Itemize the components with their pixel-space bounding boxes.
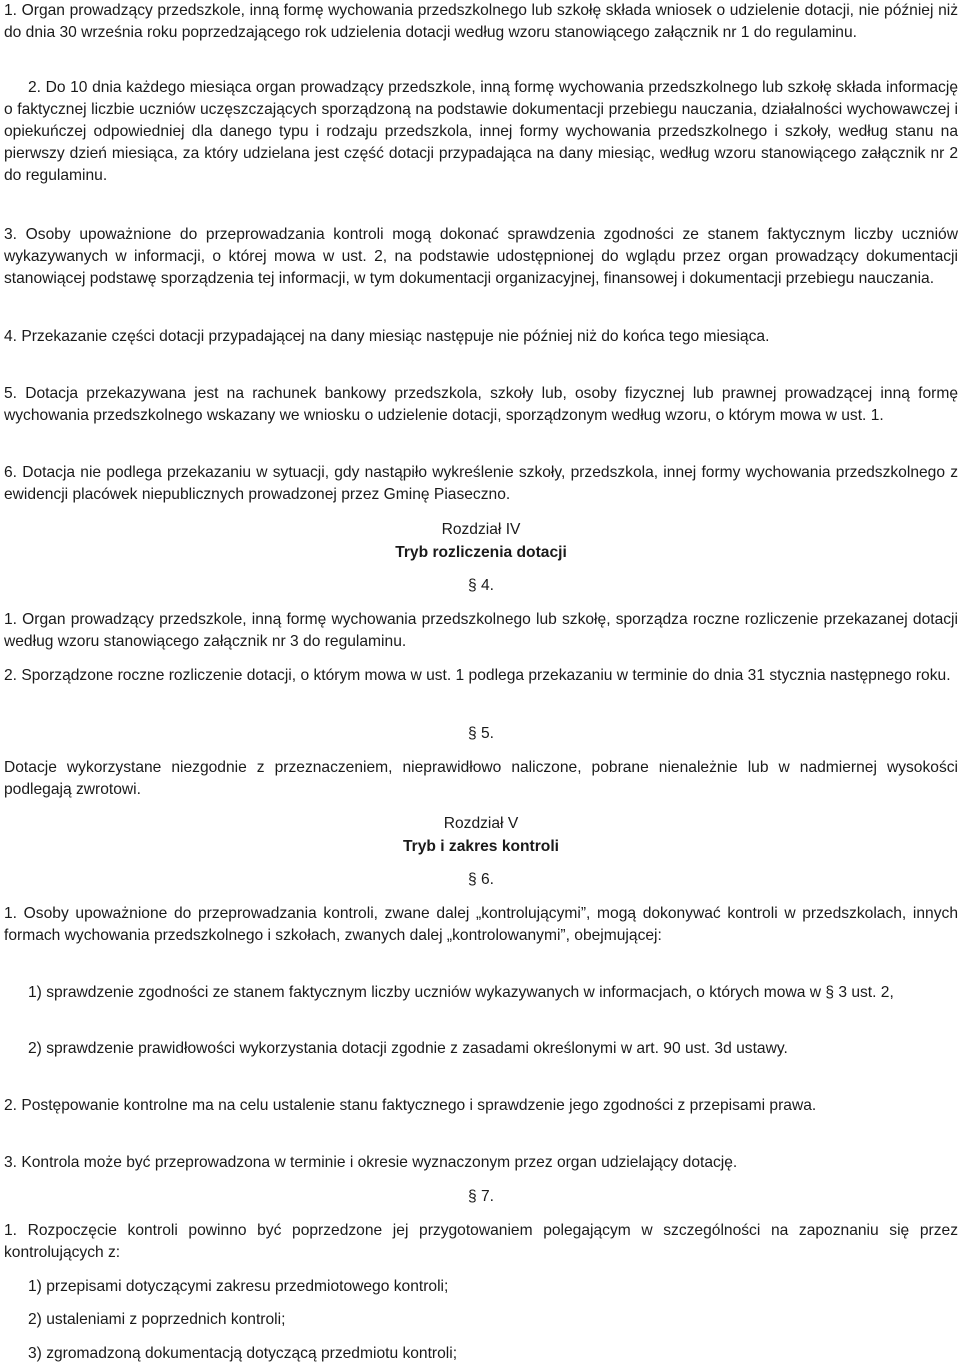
paragraph-s7-1-point-3: 3) zgromadzoną dokumentacją dotyczącą przedmiotu kontroli;: [28, 1345, 458, 1362]
chapter-5-label: Rozdział V: [443, 815, 519, 832]
paragraph-s4-1: 1. Organ prowadzący przedszkole, inną formę wychowania przedszkolnego lub szkołę, sporządza roczne rozliczenie przekazanej dotacji według wzoru stanowiącego załącznik nr 3 do regulaminu.: [4, 611, 958, 650]
paragraph-s3-5: 5. Dotacja przekazywana jest na rachunek bankowy przedszkola, szkoły lub, osoby fizycznej lub prawnej prowadzącej inną formę wychowania przedszkolnego wskazany we wniosku o udzielenie dotacji, sporządzonym według wzoru, o którym mowa w ust. 1.: [4, 385, 958, 424]
paragraph-s3-4: 4. Przekazanie części dotacji przypadającej na dany miesiąc następuje nie później niż do końca tego miesiąca.: [4, 328, 770, 345]
section-5-heading: § 5.: [467, 725, 494, 742]
paragraph-s7-1-point-1: 1) przepisami dotyczącymi zakresu przedmiotowego kontroli;: [28, 1278, 449, 1295]
paragraph-s3-1: 1. Organ prowadzący przedszkole, inną formę wychowania przedszkolnego lub szkołę składa wniosek o udzielenie dotacji, nie później niż do dnia 30 września roku poprzedzającego rok udzielenia dotacji według wzoru stanowiącego załącznik nr 1 do regulaminu.: [4, 2, 958, 41]
paragraph-s3-3: 3. Osoby upoważnione do przeprowadzania kontroli mogą dokonać sprawdzenia zgodności ze stanem faktycznym liczby uczniów wykazywanych w informacji, o której mowa w ust. 2, na podstawie udostępnionej do wglądu przez organ prowadzący dokumentacji stanowiącej podstawę sporządzenia tej informacji, w tym dokumentacji organizacyjnej, finansowej i dokumentacji przebiegu nauczania.: [4, 226, 958, 287]
chapter-4-label: Rozdział IV: [441, 521, 521, 538]
paragraph-s3-6: 6. Dotacja nie podlega przekazaniu w sytuacji, gdy nastąpiło wykreślenie szkoły, przedszkola, innej formy wychowania przedszkolnego z ewidencji placówek niepublicznych prowadzonej przez Gminę Piaseczno.: [4, 464, 958, 503]
paragraph-s4-2: 2. Sporządzone roczne rozliczenie dotacji, o którym mowa w ust. 1 podlega przekazaniu w terminie do dnia 31 stycznia następnego roku.: [4, 667, 951, 684]
paragraph-s6-1-point-2: 2) sprawdzenie prawidłowości wykorzystania dotacji zgodnie z zasadami określonymi w art. 90 ust. 3d ustawy.: [28, 1040, 788, 1057]
section-4-heading: § 4.: [467, 577, 494, 594]
paragraph-s7-1: 1. Rozpoczęcie kontroli powinno być poprzedzone jej przygotowaniem polegającym w szczególności na zapoznaniu się przez kontrolujących z:: [4, 1222, 958, 1261]
chapter-5-title: Tryb i zakres kontroli: [403, 838, 559, 855]
paragraph-s5: Dotacje wykorzystane niezgodnie z przeznaczeniem, nieprawidłowo naliczone, pobrane nienależnie lub w nadmiernej wysokości podlegają zwrotowi.: [4, 759, 958, 798]
chapter-4-title: Tryb rozliczenia dotacji: [395, 544, 567, 561]
section-7-heading: § 7.: [467, 1188, 494, 1205]
paragraph-s7-1-point-2: 2) ustaleniami z poprzednich kontroli;: [28, 1311, 286, 1328]
paragraph-s6-2: 2. Postępowanie kontrolne ma na celu ustalenie stanu faktycznego i sprawdzenie jego zgodności z przepisami prawa.: [4, 1097, 817, 1114]
paragraph-s6-3: 3. Kontrola może być przeprowadzona w terminie i okresie wyznaczonym przez organ udzielający dotację.: [4, 1154, 738, 1171]
paragraph-s6-1-point-1: 1) sprawdzenie zgodności ze stanem faktycznym liczby uczniów wykazywanych w informacjach, o których mowa w § 3 ust. 2,: [28, 984, 894, 1001]
paragraph-s3-2: 2. Do 10 dnia każdego miesiąca organ prowadzący przedszkole, inną formę wychowania przedszkolnego lub szkołę składa informację o faktycznej liczbie uczniów uczęszczających sporządzoną na podstawie dokumentacji przebiegu nauczania, działalności wychowawczej i opiekuńczej odpowiedniej dla danego typu i rodzaju przedszkola, innej formy wychowania przedszkolnego i szkoły, według stanu na pierwszy dzień miesiąca, za który udzielana jest część dotacji przypadająca na dany miesiąc, według wzoru stanowiącego załącznik nr 2 do regulaminu.: [4, 79, 958, 184]
paragraph-s6-1: 1. Osoby upoważnione do przeprowadzania kontroli, zwane dalej „kontrolującymi”, mogą dokonywać kontroli w przedszkolach, innych formach wychowania przedszkolnego i szkołach, zwanych dalej „kontrolowanymi”, obejmującej:: [4, 905, 958, 944]
section-6-heading: § 6.: [467, 871, 494, 888]
